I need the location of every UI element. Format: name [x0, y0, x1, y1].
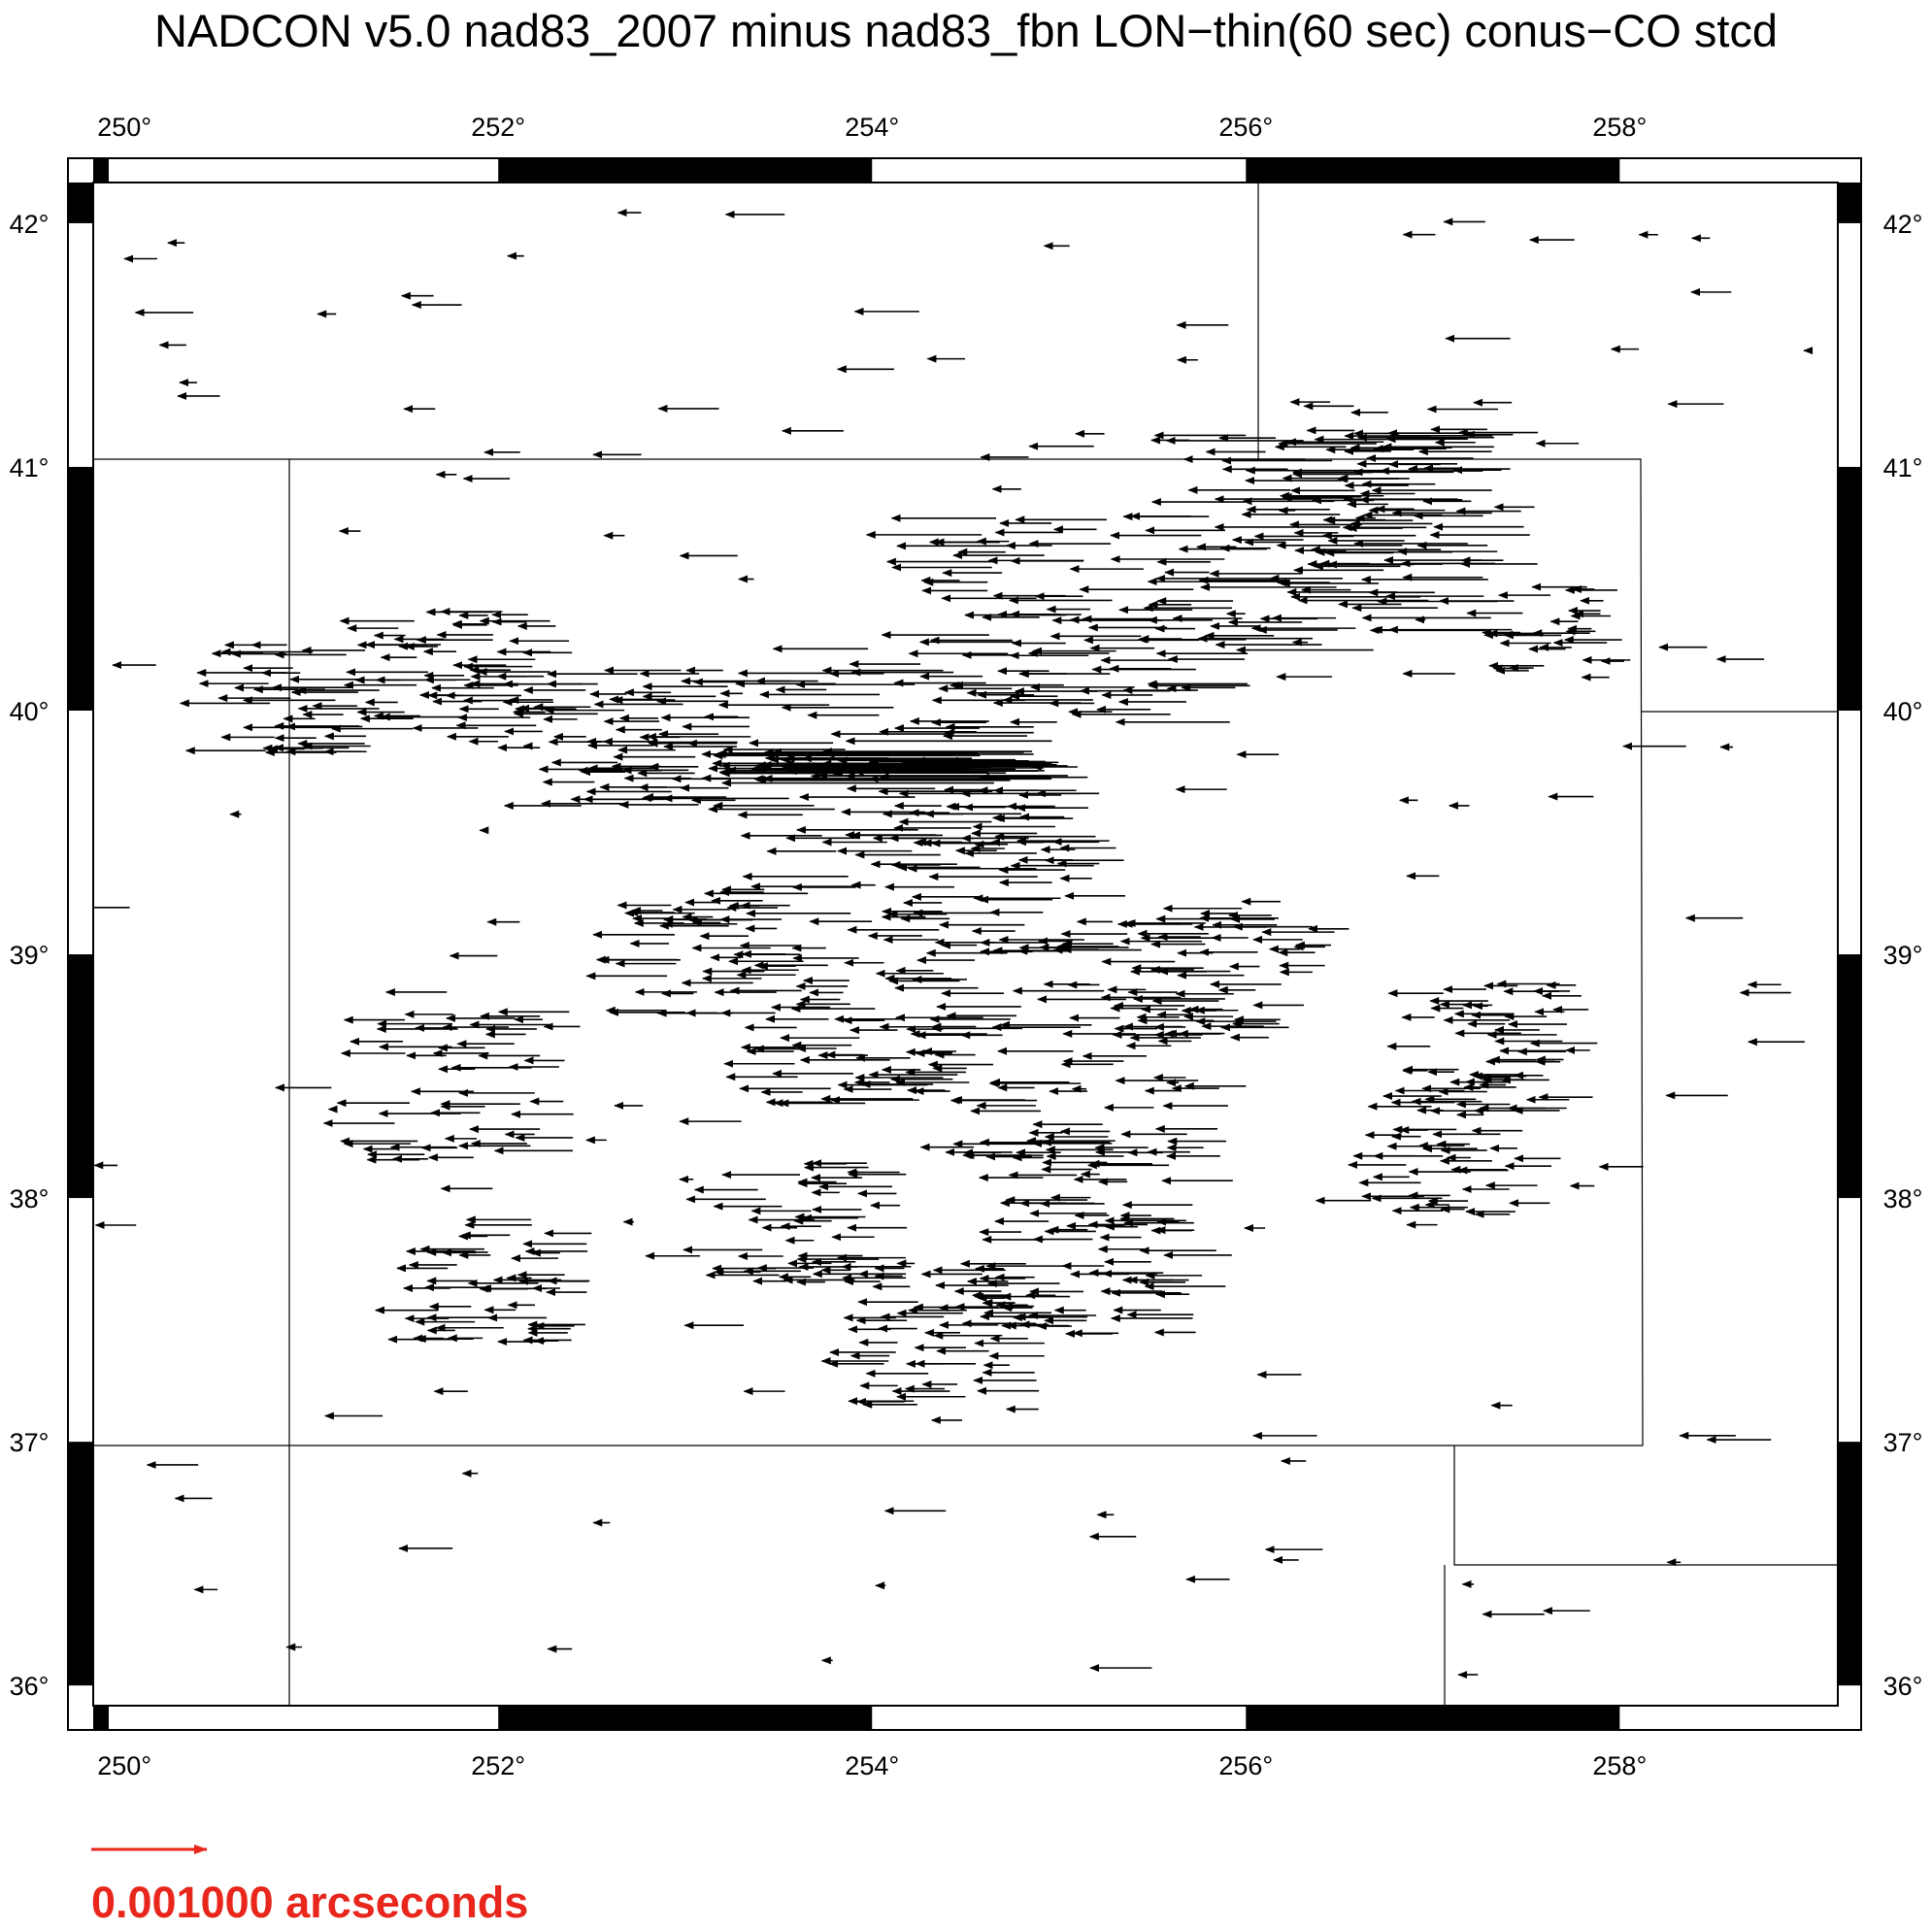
lon-tick-label: 258° [1592, 113, 1648, 142]
map-frame [68, 158, 1861, 1730]
lat-tick-label: 37° [9, 1428, 50, 1458]
lat-tick-label: 38° [1882, 1184, 1923, 1214]
lon-tick-label: 252° [471, 1751, 526, 1780]
lon-tick-label: 250° [97, 1751, 152, 1780]
lat-tick-label: 36° [1882, 1672, 1923, 1702]
lat-tick-label: 36° [9, 1672, 50, 1702]
lat-tick-label: 40° [1882, 697, 1923, 727]
latitude-labels-right [1883, 210, 1923, 1701]
lat-tick-label: 37° [1882, 1428, 1923, 1458]
lon-tick-label: 256° [1218, 1751, 1274, 1780]
latitude-labels-left [10, 210, 50, 1701]
lat-tick-label: 38° [9, 1184, 50, 1214]
lat-tick-label: 41° [1882, 452, 1923, 482]
lat-tick-label: 42° [9, 209, 50, 239]
displacement-vectors [68, 213, 1812, 1675]
lat-tick-label: 42° [1882, 209, 1923, 239]
map-title: NADCON v5.0 nad83_2007 minus nad83_fbn LON−thin(60 sec) conus−CO stcd [153, 5, 1779, 56]
longitude-labels-bottom [97, 1751, 1647, 1780]
lat-tick-label: 39° [1882, 941, 1923, 971]
lon-tick-label: 254° [845, 113, 900, 142]
scale-label: 0.001000 arcseconds [91, 1878, 529, 1927]
lat-tick-label: 41° [9, 452, 50, 482]
lon-tick-label: 250° [97, 113, 152, 142]
lon-tick-label: 252° [471, 113, 526, 142]
longitude-labels-top [97, 113, 1647, 142]
lat-tick-label: 40° [9, 697, 50, 727]
state-boundaries [93, 183, 1838, 1706]
lat-tick-label: 39° [9, 941, 50, 971]
lon-tick-label: 258° [1592, 1751, 1648, 1780]
lon-tick-label: 256° [1218, 113, 1274, 142]
lon-tick-label: 254° [845, 1751, 900, 1780]
